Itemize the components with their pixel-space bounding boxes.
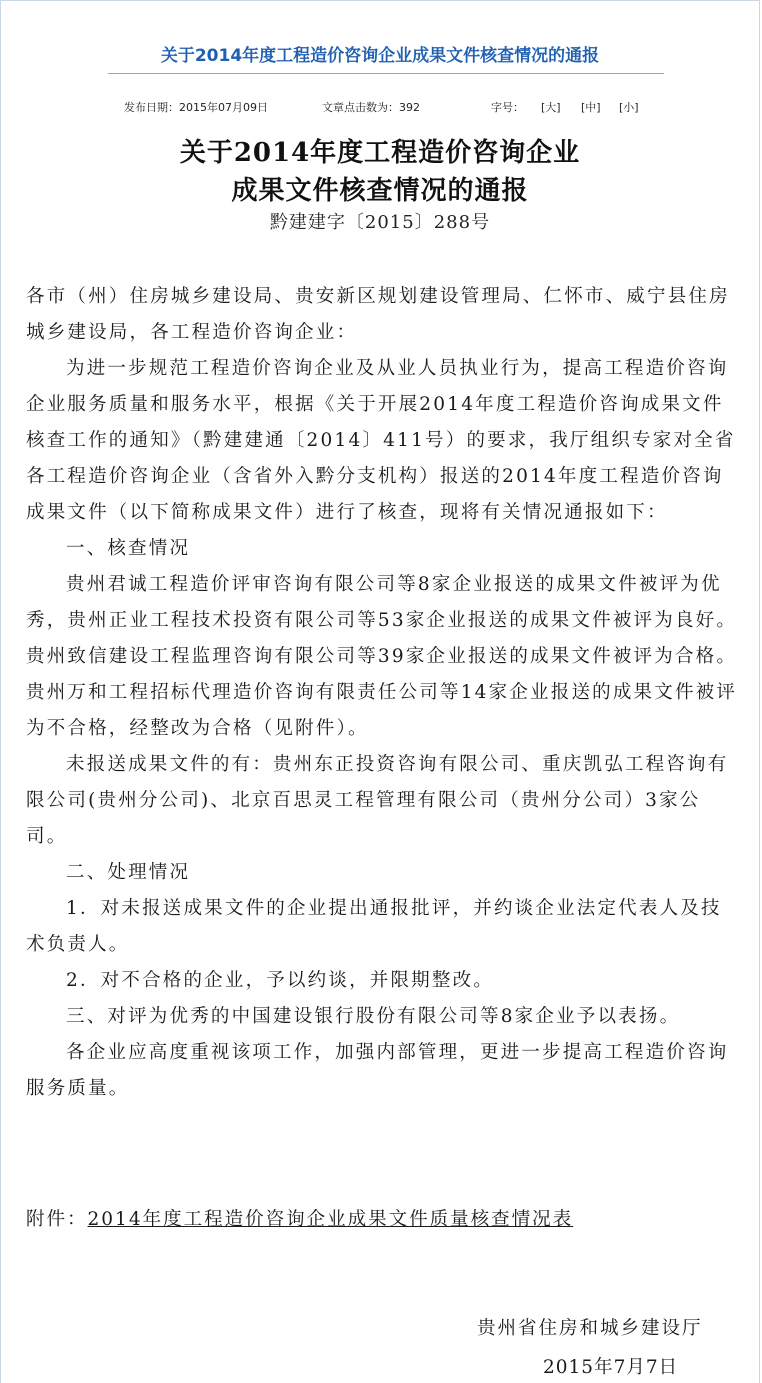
font-size-label: 字号： (491, 101, 524, 114)
attachment-link[interactable]: 2014年度工程造价咨询企业成果文件质量核查情况表 (87, 1209, 574, 1230)
doc-body (26, 279, 741, 1107)
doc-title-line1: 关于2014年度工程造价咨询企业 (179, 138, 581, 168)
attachment-line (26, 1205, 573, 1231)
body-paragraph: 三、对评为优秀的中国建设银行股份有限公司等8家企业予以表扬。 (66, 1006, 681, 1027)
section-heading: 一、核查情况 (66, 538, 191, 559)
article-title: 关于2014年度工程造价咨询企业成果文件核查情况的通报 (160, 46, 600, 66)
body-paragraph: 2．对不合格的企业，予以约谈，并限期整改。 (66, 970, 494, 991)
hit-count: 文章点击数为：392 (322, 101, 420, 114)
attachment-label: 附件： (26, 1209, 88, 1230)
font-size-small-button[interactable]: [小] (619, 101, 639, 114)
signer: 贵州省住房和城乡建设厅 (477, 1318, 703, 1339)
article-meta (1, 99, 759, 115)
doc-number: 黔建建字〔2015〕288号 (269, 212, 491, 233)
font-size-large-button[interactable]: [大] (541, 101, 561, 114)
body-paragraph: 为进一步规范工程造价咨询企业及从业人员执业行为，提高工程造价咨询企业服务质量和服务水平，根据《关于开展2014年度工程造价咨询成果文件核查工作的通知》（黔建建通〔2014〕411号）的要求，我厅组织专家对全省各工程造价咨询企业（含省外入黔分支机构）报送的2014年度工程造价咨询成果文件（以下简称成果文件）进行了核查，现将有关情况通报如下： (26, 358, 736, 523)
body-paragraph: 1．对未报送成果文件的企业提出通报批评，并约谈企业法定代表人及技术负责人。 (26, 898, 722, 955)
body-paragraph: 各企业应高度重视该项工作，加强内部管理，更进一步提高工程造价咨询服务质量。 (26, 1042, 729, 1099)
sign-date: 2015年7月7日 (543, 1357, 679, 1378)
doc-title-line2: 成果文件核查情况的通报 (231, 176, 529, 206)
section-heading: 二、处理情况 (66, 862, 191, 883)
title-divider (108, 73, 664, 74)
body-paragraph: 贵州君诚工程造价评审咨询有限公司等8家企业报送的成果文件被评为优秀，贵州正业工程技术投资有限公司等53家企业报送的成果文件被评为良好。贵州致信建设工程监理咨询有限公司等39家企业报送的成果文件被评为合格。贵州万和工程招标代理造价咨询有限责任公司等14家企业报送的成果文件被评为不合格，经整改为合格（见附件）。 (26, 574, 738, 739)
publish-date: 发布日期：2015年07月09日 (124, 101, 268, 114)
salutation: 各市（州）住房城乡建设局、贵安新区规划建设管理局、仁怀市、威宁县住房城乡建设局，各工程造价咨询企业： (26, 286, 730, 343)
font-size-medium-button[interactable]: [中] (581, 101, 601, 114)
body-paragraph: 未报送成果文件的有：贵州东正投资咨询有限公司、重庆凯弘工程咨询有限公司(贵州分公司)、北京百思灵工程管理有限公司（贵州分公司）3家公司。 (26, 754, 729, 847)
